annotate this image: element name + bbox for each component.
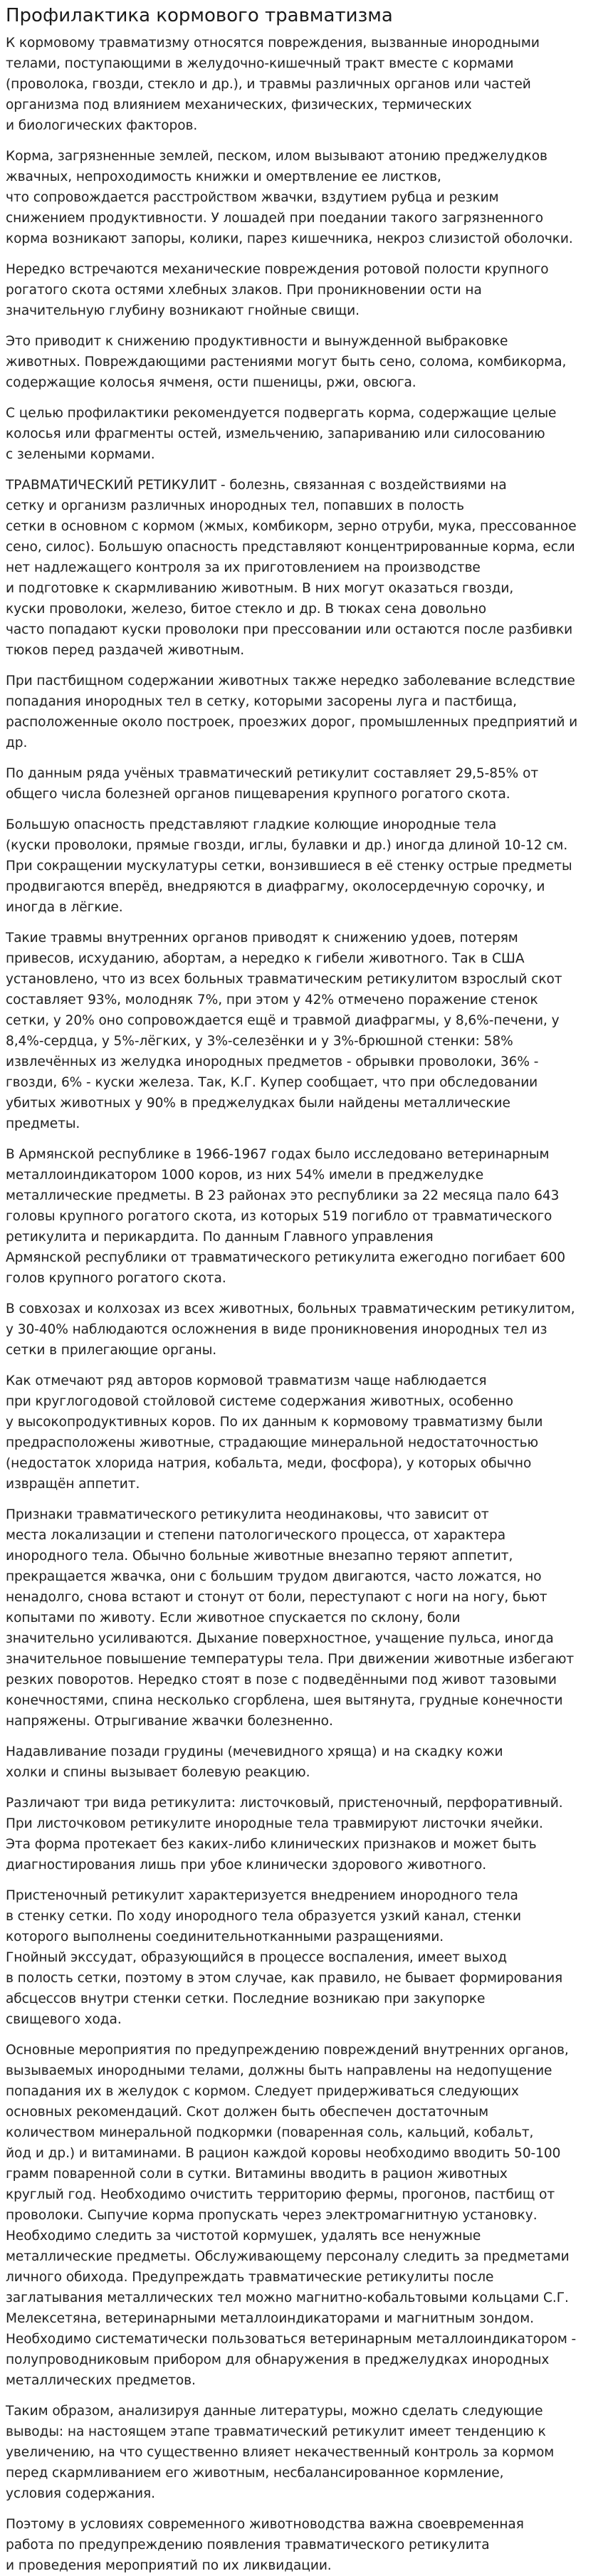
- paragraph-pasture: При пастбищном содержании животных также нередко заболевание вследствие попадания инородных тел в сетку, которыми засорены луга и пастбища, расположенные около построек, проезжих дорог, промышленных предприятий и др.: [6, 674, 578, 750]
- paragraph-symptoms: Признаки травматического ретикулита неодинаковы, что зависит от места локализации и степени патологического процесса, от характера инородного тела. Обычно больные животные внезапно теряют аппетит, прекращается жвачка, они с большим трудом двигаются, часто ложатся, но ненадолго, снова встают и стонут от боли, переступают с ноги на ногу, бьют копытами по животу. Если животное спускается по склону, боли значительно усиливаются. Дыхание поверхностное, учащение пульса, иногда значительное повышение температуры тела. При движении животные избегают резких поворотов. Нередко стоят в позе с подведёнными под живот тазовыми конечностями, спина несколько сгорблена, шея вытянута, грудные конечности напряжены. Отрыгивание жвачки болезненно.: [6, 1507, 575, 1729]
- paragraph-productivity-loss: Это приводит к снижению продуктивности и вынужденной выбраковке животных. Повреждающими растениями могут быть сено, солома, комбикорма, содержащие колосья ячменя, ости пшеницы, ржи, овсюга.: [6, 334, 567, 390]
- page-title: Профилактика кормового травматизма: [6, 5, 393, 26]
- paragraph-prevention-feed: С целью профилактики рекомендуется подвергать корма, содержащие целые колосья или фрагменты остей, измельчению, запариванию или силосованию с зелеными кормами.: [6, 406, 557, 462]
- paragraph-final: Поэтому в условиях современного животноводства важна своевременная работа по предупреждению появления травматического ретикулита и проведения мероприятий по их ликвидации.: [6, 2517, 524, 2573]
- paragraph-sharp-objects: Большую опасность представляют гладкие колющие инородные тела (куски проволоки, прямые гвозди, иглы, булавки и др.) иногда длиной 10-12 см. При сокращении мускулатуры сетки, вонзившиеся в её стенку острые предметы продвигаются вперёд, внедряются в диафрагму, околосердечную сорочку, и иногда в лёгкие.: [6, 817, 572, 915]
- paragraph-parietal: Пристеночный ретикулит характеризуется внедрением инородного тела в стенку сетки. По ходу инородного тела образуется узкий канал, стенки которого выполнены соединительнотканными разращениями. Гнойный экссудат, образующийся в процессе воспаления, имеет выход в полость сетки, поэтому в этом случае, как правило, не бывает формирования абсцессов внутри стенки сетки. Последние возникаю при закупорке свищевого хода.: [6, 1888, 563, 2027]
- paragraph-measures: Основные мероприятия по предупреждению повреждений внутренних органов, вызываемых инородными телами, должны быть направлены на недопущение попадания их в желудок с кормом. Следует придерживаться следующих основных рекомендаций. Скот должен быть обеспечен достаточным количеством минеральной подкормки (поваренная соль, кальций, кобальт, йод и др.) и витаминами. В рацион каждой коровы необходимо вводить 50-100 грамм поваренной соли в сутки. Витамины вводить в рацион животных круглый год. Необходимо очистить территорию фермы, прогонов, пастбищ от проволоки. Сыпучие корма пропускать через электромагнитную установку. Необходимо следить за чистотой кормушек, удалять все ненужные металлические предметы. Обслуживающему персоналу следить за предметами личного обихода. Предупреждать травматические ретикулиты после заглатывания металлических тел можно магнитно-кобальтовыми кольцами С.Г. Мелексетяна, ветеринарными металлоиндикаторами и магнитным зондом. Необходимо систематически пользоваться ветеринарным металлоиндикатором - полупроводниковым прибором для обнаружения в преджелудках инородных металлических предметов.: [6, 2043, 577, 2388]
- paragraph-statistics: По данным ряда учёных травматический ретикулит составляет 29,5-85% от общего числа болезней органов пищеварения крупного рогатого скота.: [6, 766, 539, 802]
- paragraph-contaminated-feed: Корма, загрязненные землей, песком, илом вызывают атонию преджелудков жвачных, непроходимость книжки и омертвление ее листков, что сопровождается расстройством жвачки, вздутием рубца и резким снижением продуктивности. У лошадей при поедании такого загрязненного корма возникают запоры, колики, парез кишечника, некроз слизистой оболочки.: [6, 149, 573, 246]
- paragraph-pain-reaction: Надавливание позади грудины (мечевидного хряща) и на скадку кожи холки и спины вызывает болевую реакцию.: [6, 1744, 503, 1780]
- paragraph-reticulitis-definition: ТРАВМАТИЧЕСКИЙ РЕТИКУЛИТ - болезнь, связанная с воздействиями на сетку и организм различных инородных тел, попавших в полость сетки в основном с кормом (жмых, комбикорм, зерно отруби, мука, прессованное сено, силос). Большую опасность представляют концентрированные корма, если нет надлежащего контроля за их приготовлением на производстве и подготовке к скармливанию животным. В них могут оказаться гвозди, куски проволоки, железо, битое стекло и др. В тюках сена довольно часто попадают куски проволоки при прессовании или остаются после разбивки тюков перед раздачей животным.: [6, 478, 577, 658]
- paragraph-intro: К кормовому травматизму относятся повреждения, вызванные инородными телами, поступающими в желудочно-кишечный тракт вместе с кормами (проволока, гвозди, стекло и др.), и травмы различных органов или частей организма под влиянием механических, физических, термических и биологических факторов.: [6, 36, 540, 133]
- paragraph-mouth-injuries: Нередко встречаются механические повреждения ротовой полости крупного рогатого скота остями хлебных злаков. При проникновении ости на значительную глубину возникают гнойные свищи.: [6, 262, 549, 318]
- paragraph-complications: В совхозах и колхозах из всех животных, больных травматическим ретикулитом, у 30-40% наблюдаются осложнения в виде проникновения инородных тел из сетки в прилегающие органы.: [6, 1302, 575, 1358]
- paragraph-internal-injuries: Такие травмы внутренних органов приводят к снижению удоев, потерям привесов, исхуданию, абортам, а нередко к гибели животного. Так в США установлено, что из всех больных травматическим ретикулитом взрослый скот составляет 93%, молодняк 7%, при этом у 42% отмечено поражение стенок сетки, у 20% оно сопровождается ещё и травмой диафрагмы, у 8,6%-печени, у 8,4%-сердца, у 5%-лёгких, у 3%-селезёнки и у 3%-брюшной стенки: 58% извлечённых из желудка инородных предметов - обрывки проволоки, 36% - гвозди, 6% - куски железа. Так, К.Г. Купер сообщает, что при обследовании убитых животных у 90% в преджелудках были найдены металлические предметы.: [6, 931, 562, 1131]
- paragraph-predisposition: Как отмечают ряд авторов кормовой травматизм чаще наблюдается при круглогодовой стойловой системе содержания животных, особенно у высокопродуктивных коров. По их данным к кормовому травматизму были предрасположены животные, страдающие минеральной недостаточностью (недостаток хлорида натрия, кобальта, меди, фосфора), у которых обычно извращён аппетит.: [6, 1373, 543, 1492]
- paragraph-conclusions: Таким образом, анализируя данные литературы, можно сделать следующие выводы: на настоящем этапе травматический ретикулит имеет тенденцию к увеличению, на что существенно влияет некачественный контроль за кормом перед скармливанием его животным, несбалансированное кормление, условия содержания.: [6, 2404, 555, 2501]
- paragraph-types: Различают три вида ретикулита: листочковый, пристеночный, перфоративный. При листочковом ретикулите инородные тела травмируют листочки ячейки. Эта форма протекает без каких-либо клинических признаков и может быть диагностирования лишь при убое клинически здорового животного.: [6, 1796, 563, 1873]
- paragraph-armenia: В Армянской республике в 1966-1967 годах было исследовано ветеринарным металлоиндикатором 1000 коров, из них 54% имели в преджелудке металлические предметы. В 23 районах это республики за 22 месяца пало 643 головы крупного рогатого скота, из которых 519 погибло от травматического ретикулита и перикардита. По данным Главного управления Армянской республики от травматического ретикулита ежегодно погибает 600 голов крупного рогатого скота.: [6, 1147, 566, 1286]
